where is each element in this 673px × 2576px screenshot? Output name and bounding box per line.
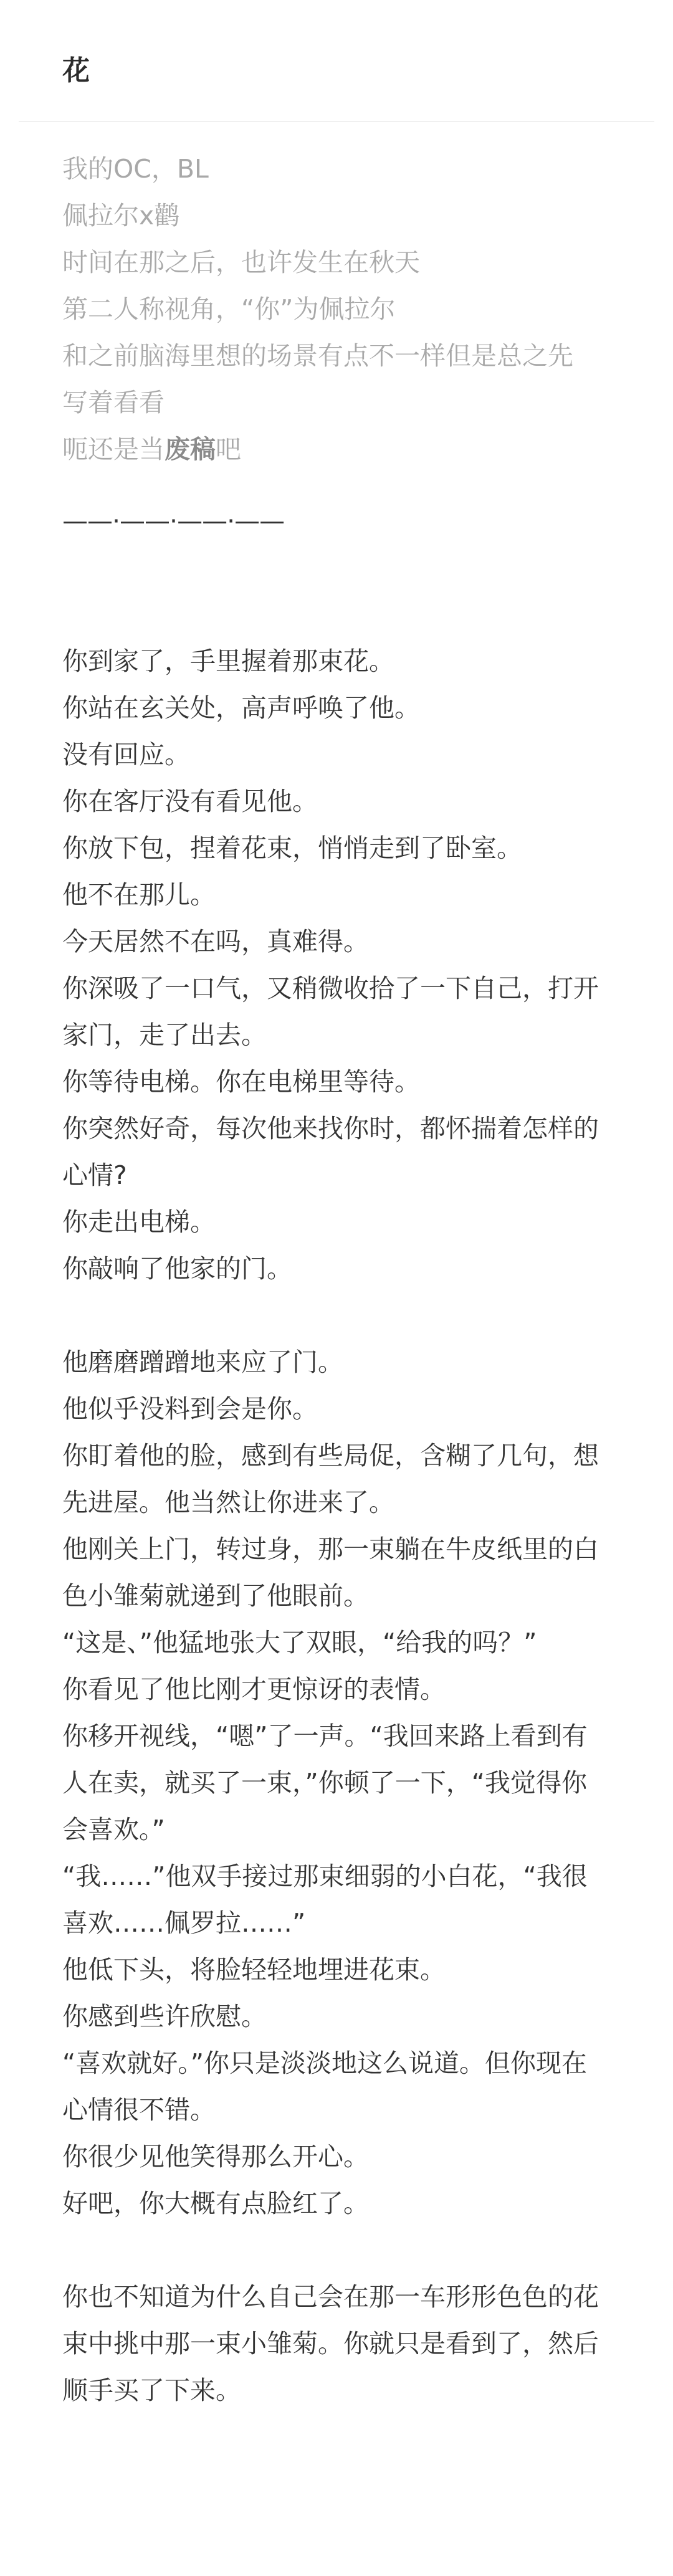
author-note-line: 时间在那之后，也许发生在秋天: [62, 247, 420, 277]
author-note-text: 呃还是当: [62, 434, 165, 464]
story-paragraph: 你站在玄关处，高声呼唤了他。: [62, 693, 420, 723]
story-paragraph: 你深吸了一口气，又稍微收拾了一下自己，打开家门，走了出去。: [62, 973, 599, 1050]
story-paragraph: 你敲响了他家的门。: [62, 1254, 292, 1284]
story-paragraph: “我……”他双手接过那束细弱的小白花，“我很喜欢……佩罗拉……”: [62, 1861, 588, 1938]
story-paragraph: 你感到些许欣慰。: [62, 2001, 267, 2031]
story-paragraph: 你看见了他比刚才更惊讶的表情。: [62, 1674, 446, 1704]
author-note-line: 我的OC，BL: [62, 154, 209, 184]
story-paragraph: 你很少见他笑得那么开心。: [62, 2142, 369, 2172]
story-paragraph: 你移开视线，“嗯”了一声。“我回来路上看到有人在卖，就买了一束，”你顿了一下，“我觉得你会喜欢。”: [62, 1721, 588, 1844]
story-paragraph: 没有回应。: [62, 740, 190, 770]
story-paragraph: 你放下包，捏着花束，悄悄走到了卧室。: [62, 833, 522, 863]
author-note-text: 吧: [216, 434, 241, 464]
author-note-line: 佩拉尔x鹳: [62, 201, 180, 231]
story-paragraph: 好吧，你大概有点脸红了。: [62, 2188, 369, 2218]
story-paragraph: 他刚关上门，转过身，那一束躺在牛皮纸里的白色小雏菊就递到了他眼前。: [62, 1534, 599, 1611]
story-paragraph: 他磨磨蹭蹭地来应了门。: [62, 1347, 343, 1377]
story-paragraph: 你在客厅没有看见他。: [62, 786, 318, 816]
story-paragraph: 你突然好奇，每次他来找你时，都怀揣着怎样的心情?: [62, 1114, 599, 1190]
story-paragraph: 他不在那儿。: [62, 880, 216, 910]
story-paragraph: 你到家了，手里握着那束花。: [62, 646, 394, 676]
story-paragraph: “喜欢就好。”你只是淡淡地这么说道。但你现在心情很不错。: [62, 2048, 587, 2125]
story-paragraph: 他似乎没料到会是你。: [62, 1394, 318, 1424]
author-note-line: 和之前脑海里想的场景有点不一样但是总之先: [62, 341, 573, 371]
section-divider: ——·——·——·——: [62, 506, 285, 536]
author-note-line: [62, 426, 611, 473]
story-paragraph: 你也不知道为什么自己会在那一车形形色色的花束中挑中那一束小雏菊。你就只是看到了，然后顺手买了下来。: [62, 2282, 599, 2405]
story-paragraph: 你盯着他的脸，感到有些局促，含糊了几句，想先进屋。他当然让你进来了。: [62, 1441, 599, 1517]
author-note-line: 写着看看: [62, 388, 165, 417]
author-notes: [0, 122, 673, 473]
article-header: [19, 0, 654, 122]
author-note-line: 第二人称视角，“你”为佩拉尔: [62, 294, 396, 324]
story-body: [0, 545, 673, 2414]
story-paragraph: 你等待电梯。你在电梯里等待。: [62, 1067, 420, 1097]
paragraph-spacer: [62, 2227, 611, 2274]
author-note-bold: 废稿: [165, 434, 216, 464]
story-paragraph: 他低下头，将脸轻轻地埋进花束。: [62, 1955, 446, 1985]
paragraph-spacer: [62, 1292, 611, 1339]
story-paragraph: 你走出电梯。: [62, 1207, 216, 1237]
story-paragraph: 今天居然不在吗，真难得。: [62, 927, 369, 956]
page-title: 花: [62, 55, 90, 87]
story-paragraph: “这是、”他猛地张大了双眼，“给我的吗？”: [62, 1628, 537, 1658]
